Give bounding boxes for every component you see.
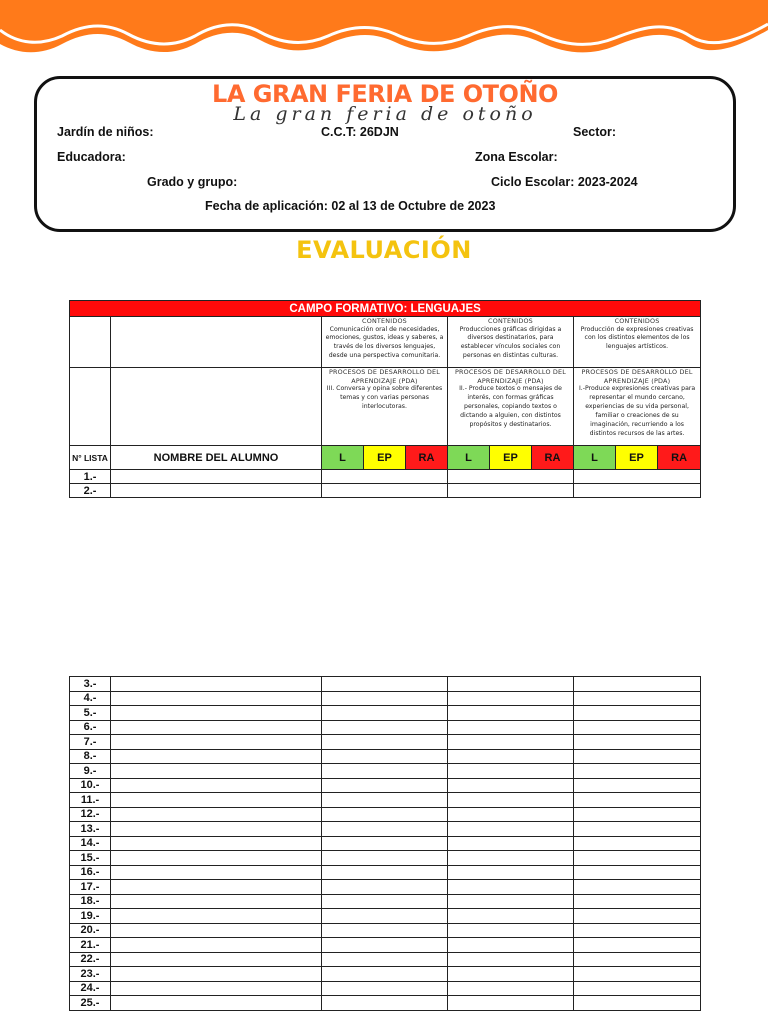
student-row (70, 778, 701, 793)
evaluation-cell[interactable] (322, 807, 448, 822)
evaluation-cell[interactable] (448, 981, 574, 996)
evaluation-cell[interactable] (574, 720, 701, 735)
student-name-cell[interactable] (111, 764, 322, 779)
evaluation-cell[interactable] (322, 735, 448, 750)
contenido-cell-1 (322, 317, 448, 368)
student-row (70, 470, 701, 484)
evaluation-cell[interactable] (574, 909, 701, 924)
student-number: 9.- (70, 764, 111, 779)
student-number: 6.- (70, 720, 111, 735)
contenidos-heading: CONTENIDOS (488, 317, 533, 325)
student-row (70, 793, 701, 808)
student-row (70, 706, 701, 721)
evaluation-cell[interactable] (574, 894, 701, 909)
evaluation-cell[interactable] (448, 952, 574, 967)
student-number: 13.- (70, 822, 111, 837)
student-row (70, 735, 701, 750)
evaluation-cell[interactable] (448, 822, 574, 837)
cct-label: C.C.T: 26DJN (321, 125, 399, 139)
evaluation-cell[interactable] (574, 749, 701, 764)
evaluation-cell[interactable] (574, 793, 701, 808)
student-row (70, 484, 701, 498)
evaluation-cell[interactable] (574, 691, 701, 706)
level-ep-cell: EP (490, 446, 532, 470)
evaluation-cell[interactable] (448, 735, 574, 750)
evaluation-cell[interactable] (322, 894, 448, 909)
evaluation-cell[interactable] (322, 865, 448, 880)
student-number: 8.- (70, 749, 111, 764)
fecha-aplicacion-label: Fecha de aplicación: 02 al 13 de Octubre de 2023 (205, 199, 496, 213)
evaluation-cell[interactable] (322, 981, 448, 996)
empty-cell (111, 317, 322, 368)
evaluation-cell[interactable] (448, 749, 574, 764)
contenidos-heading: CONTENIDOS (614, 317, 660, 325)
evaluation-cell[interactable] (322, 778, 448, 793)
student-number: 1.- (70, 470, 111, 484)
student-row (70, 894, 701, 909)
evaluation-cell[interactable] (322, 822, 448, 837)
level-ra-cell: RA (658, 446, 701, 470)
student-name-cell[interactable] (111, 880, 322, 895)
empty-cell (111, 368, 322, 446)
student-name-cell[interactable] (111, 967, 322, 982)
pda-heading: PROCESOS DE DESARROLLO DEL APRENDIZAJE (PDA) (454, 368, 567, 385)
student-number: 2.- (70, 484, 111, 498)
student-number: 10.- (70, 778, 111, 793)
evaluation-cell[interactable] (322, 764, 448, 779)
empty-cell (70, 368, 111, 446)
nombre-alumno-header: NOMBRE DEL ALUMNO (111, 446, 322, 470)
evaluation-cell[interactable] (322, 836, 448, 851)
evaluation-cell[interactable] (322, 967, 448, 982)
student-row (70, 880, 701, 895)
student-name-cell[interactable] (111, 484, 322, 498)
evaluation-table-bottom (69, 676, 701, 1011)
evaluation-cell[interactable] (322, 470, 448, 484)
evaluation-cell[interactable] (322, 749, 448, 764)
student-name-cell[interactable] (111, 793, 322, 808)
evaluation-cell[interactable] (322, 938, 448, 953)
evaluation-cell[interactable] (322, 691, 448, 706)
student-number: 23.- (70, 967, 111, 982)
evaluation-cell[interactable] (574, 996, 701, 1011)
evaluation-cell[interactable] (448, 880, 574, 895)
student-row (70, 764, 701, 779)
level-ra-cell: RA (532, 446, 574, 470)
evaluation-cell[interactable] (574, 484, 701, 498)
evaluation-cell[interactable] (322, 484, 448, 498)
level-l-cell: L (448, 446, 490, 470)
evaluation-cell[interactable] (322, 706, 448, 721)
evaluation-cell[interactable] (322, 677, 448, 692)
evaluation-cell[interactable] (574, 822, 701, 837)
student-row (70, 967, 701, 982)
evaluation-cell[interactable] (322, 952, 448, 967)
student-name-cell[interactable] (111, 735, 322, 750)
zona-escolar-label: Zona Escolar: (475, 150, 558, 164)
evaluation-cell[interactable] (574, 938, 701, 953)
student-number: 11.- (70, 793, 111, 808)
evaluation-cell[interactable] (574, 470, 701, 484)
evaluation-cell[interactable] (448, 967, 574, 982)
level-ep-cell: EP (616, 446, 658, 470)
evaluation-cell[interactable] (574, 706, 701, 721)
student-row (70, 749, 701, 764)
student-name-cell[interactable] (111, 807, 322, 822)
evaluation-cell[interactable] (448, 677, 574, 692)
student-row (70, 691, 701, 706)
contenido-cell-2 (448, 317, 574, 368)
grado-grupo-label: Grado y grupo: (147, 175, 238, 189)
evaluation-cell[interactable] (574, 735, 701, 750)
evaluation-cell[interactable] (448, 807, 574, 822)
student-row (70, 851, 701, 866)
student-number: 20.- (70, 923, 111, 938)
campo-formativo-header: CAMPO FORMATIVO: LENGUAJES (70, 301, 701, 317)
contenido-text: Producción de expresiones creativas con los distintos elementos de los lenguajes artísticos. (580, 325, 694, 351)
evaluation-cell[interactable] (574, 865, 701, 880)
pda-cell-3 (574, 368, 701, 446)
evaluation-cell[interactable] (448, 909, 574, 924)
evaluation-cell[interactable] (448, 691, 574, 706)
pda-text: II.- Produce textos o mensajes de interés, con formas gráficas personales, copiando textos o dictando a alguien, con distintos propósitos y destinatarios. (459, 385, 562, 428)
evaluation-cell[interactable] (574, 764, 701, 779)
student-number: 12.- (70, 807, 111, 822)
student-number: 7.- (70, 735, 111, 750)
student-row (70, 981, 701, 996)
evaluation-cell[interactable] (574, 807, 701, 822)
evaluation-cell[interactable] (574, 967, 701, 982)
student-row (70, 938, 701, 953)
evaluation-cell[interactable] (322, 996, 448, 1011)
student-number: 15.- (70, 851, 111, 866)
level-l-cell: L (574, 446, 616, 470)
student-name-cell[interactable] (111, 996, 322, 1011)
student-name-cell[interactable] (111, 749, 322, 764)
student-row (70, 677, 701, 692)
student-name-cell[interactable] (111, 938, 322, 953)
student-row (70, 923, 701, 938)
empty-cell (70, 317, 111, 368)
student-number: 16.- (70, 865, 111, 880)
student-row (70, 807, 701, 822)
evaluation-cell[interactable] (574, 778, 701, 793)
evaluation-cell[interactable] (448, 484, 574, 498)
student-row (70, 952, 701, 967)
evaluation-cell[interactable] (448, 778, 574, 793)
evaluation-cell[interactable] (322, 909, 448, 924)
student-name-cell[interactable] (111, 836, 322, 851)
pda-heading: PROCESOS DE DESARROLLO DEL APRENDIZAJE (PDA) (581, 368, 693, 385)
orange-wave-banner (0, 0, 768, 70)
evaluation-cell[interactable] (574, 952, 701, 967)
lista-header: N° LISTA (70, 446, 111, 470)
student-row (70, 909, 701, 924)
level-ep-cell: EP (364, 446, 406, 470)
student-number: 19.- (70, 909, 111, 924)
student-name-cell[interactable] (111, 720, 322, 735)
evaluation-cell[interactable] (574, 836, 701, 851)
student-name-cell[interactable] (111, 470, 322, 484)
level-ra-cell: RA (406, 446, 448, 470)
evaluation-cell[interactable] (448, 923, 574, 938)
student-name-cell[interactable] (111, 909, 322, 924)
student-name-cell[interactable] (111, 865, 322, 880)
student-row (70, 836, 701, 851)
ciclo-escolar-label: Ciclo Escolar: 2023-2024 (491, 175, 638, 189)
evaluation-cell[interactable] (448, 836, 574, 851)
student-name-cell[interactable] (111, 981, 322, 996)
evaluation-cell[interactable] (322, 720, 448, 735)
student-number: 17.- (70, 880, 111, 895)
contenido-text: Comunicación oral de necesidades, emociones, gustos, ideas y saberes, a través de los diversos lenguajes, desde una perspectiva comunitaria. (325, 325, 444, 360)
contenido-text: Producciones gráficas dirigidas a diversos destinatarios, para establecer vínculos sociales con personas en distintas culturas. (459, 325, 562, 360)
student-row (70, 996, 701, 1011)
evaluation-cell[interactable] (448, 996, 574, 1011)
pda-cell-2 (448, 368, 574, 446)
student-name-cell[interactable] (111, 691, 322, 706)
sector-label: Sector: (573, 125, 617, 139)
student-number: 22.- (70, 952, 111, 967)
pda-text: I.-Produce expresiones creativas para representar el mundo cercano, experiencias de su vida personal, familiar o creaciones de su imaginación, recurriendo a los distintos recursos de las artes. (578, 385, 696, 437)
student-name-cell[interactable] (111, 923, 322, 938)
contenido-cell-3 (574, 317, 701, 368)
evaluation-cell[interactable] (574, 851, 701, 866)
student-number: 18.- (70, 894, 111, 909)
page-title: LA GRAN FERIA DE OTOÑO (212, 80, 558, 108)
evaluation-cell[interactable] (574, 923, 701, 938)
evaluation-cell[interactable] (448, 764, 574, 779)
student-name-cell[interactable] (111, 706, 322, 721)
evaluation-cell[interactable] (574, 981, 701, 996)
student-number: 21.- (70, 938, 111, 953)
evaluation-cell[interactable] (322, 880, 448, 895)
evaluation-cell[interactable] (448, 938, 574, 953)
student-name-cell[interactable] (111, 952, 322, 967)
page-subtitle: La gran feria de otoño (233, 103, 537, 125)
contenidos-heading: CONTENIDOS (362, 317, 407, 325)
header-card (34, 76, 736, 232)
evaluation-cell[interactable] (322, 793, 448, 808)
educadora-label: Educadora: (57, 150, 126, 164)
student-name-cell[interactable] (111, 822, 322, 837)
pda-text: III. Conversa y opina sobre diferentes temas y con varias personas interlocutoras. (326, 385, 443, 410)
evaluation-cell[interactable] (322, 923, 448, 938)
student-row (70, 720, 701, 735)
level-l-cell: L (322, 446, 364, 470)
student-name-cell[interactable] (111, 677, 322, 692)
evaluation-cell[interactable] (448, 470, 574, 484)
student-number: 14.- (70, 836, 111, 851)
jardin-label: Jardín de niños: (57, 125, 154, 139)
evaluation-cell[interactable] (574, 880, 701, 895)
student-name-cell[interactable] (111, 778, 322, 793)
student-name-cell[interactable] (111, 894, 322, 909)
evaluation-cell[interactable] (448, 851, 574, 866)
student-number: 4.- (70, 691, 111, 706)
student-number: 3.- (70, 677, 111, 692)
student-name-cell[interactable] (111, 851, 322, 866)
student-number: 5.- (70, 706, 111, 721)
evaluation-cell[interactable] (448, 720, 574, 735)
student-number: 24.- (70, 981, 111, 996)
student-row (70, 865, 701, 880)
student-row (70, 822, 701, 837)
evaluation-cell[interactable] (448, 894, 574, 909)
student-number: 25.- (70, 996, 111, 1011)
evaluation-table-top (69, 300, 701, 498)
evaluation-title: EVALUACIÓN (296, 236, 472, 264)
pda-cell-1 (322, 368, 448, 446)
evaluation-cell[interactable] (574, 677, 701, 692)
evaluation-cell[interactable] (448, 793, 574, 808)
pda-heading: PROCESOS DE DESARROLLO DEL APRENDIZAJE (PDA) (328, 368, 441, 385)
evaluation-cell[interactable] (322, 851, 448, 866)
evaluation-cell[interactable] (448, 706, 574, 721)
evaluation-cell[interactable] (448, 865, 574, 880)
